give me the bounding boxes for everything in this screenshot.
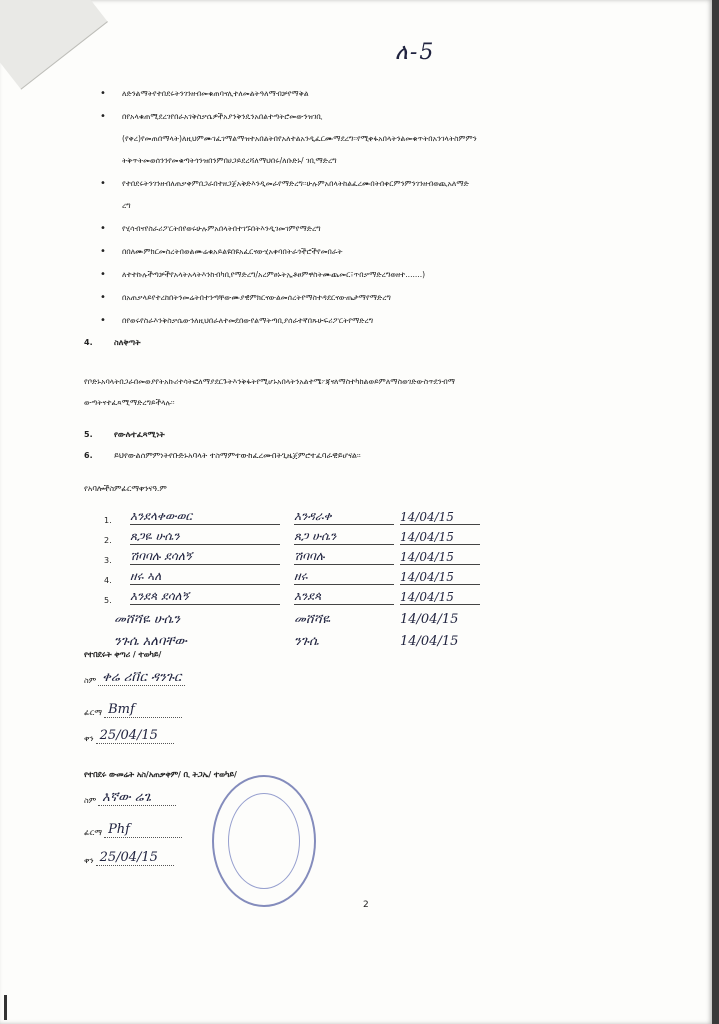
bullet-item: • የተበደሩትንገንዘብለጠቃቀምበጋራበተዘጋጀአቅድእንዲመራየማድረግ፡፡ሁሉምአበላትከልፈረሙበትበቀርምንምንገንዘብወጪአለማድ ረግ (100, 178, 469, 210)
bullet-item: • ለተተኩሉችጣቻችየአላትአላትእንከብካቢየማድረግ/አረምፀኑትኢቶፀምዋስትሙጨመር፣ጥበቃማድረግወዘተ.......) (100, 269, 426, 280)
bullet-item: • የሂሳብናየስራሪፖርትበየወሩሁሉምአበላትበተገኙበትእንዲገመገምየማድረግ (100, 223, 321, 234)
section-6-heading: 6. ይህየውልሰምምነትየቡድኑአባላት ተስማምተውከፈረሙበትጊዜጀምሮተፈባራዊይሆናል፡፡ (84, 451, 361, 460)
receiver-1-heading: የተበደሩት ቀጣሪ / ተወካይ/ (84, 650, 162, 659)
member-row-extra: መሸሻዬ ሁሴን መሸሻዬ 14/04/15 (114, 612, 459, 627)
section-4-heading: 4. ስለቅጣት (84, 338, 141, 347)
bullet-item: • በየወሩየስራእንቅስቃሴውንለዚህበራለተመደበውየልማትጣቢያሰራተኛበጹሁፍሪፖርትየማድረግ (100, 315, 374, 326)
member-row: 5. እንደጳ ደሳለኝ እንደጳ 14/04/15 (104, 585, 524, 605)
handwritten-page-reference: ለ-5 (395, 40, 436, 65)
edge-mark (4, 995, 7, 1020)
member-row: 3. ሽባባሉ ደሳለኝ ሽባባሉ 14/04/15 (104, 545, 524, 565)
folded-corner (0, 0, 108, 90)
page-number: 2 (363, 900, 369, 910)
member-row: 1. እንደላቀውወር እንዳራቀ 14/04/15 (104, 505, 524, 525)
receiver-2-heading: የተበደሩ ውመሬት አስ/አጠቃቀም/ ቢ ትጋኤ/ ተወካይ/ (84, 770, 237, 779)
bullet-item: • ለድንልማትየተበደሩትንገንዘብመቁጠባናሊተለመልትዓለማብቻየማቅል (100, 88, 309, 99)
section-5-heading: 5. የውሉተፈጻሚነት (84, 430, 165, 439)
receiver-1-sign-field: ፊርማ Bmf (84, 702, 182, 718)
receiver-2-sign-field: ፊርማ Phf (84, 822, 182, 838)
responsibility-bullet-list (100, 88, 660, 338)
receiver-1-date-field: ቀን 25/04/15 (84, 728, 174, 744)
bullet-item: • በአጠቃላይየተረከበትንመሬትበተንጣቸውሙያዊምክርናውልመሰረትየማስተዳደርናውጤታማየማድረግ (100, 292, 391, 303)
section-4-body: የቦድኑአባላትበጋራበመወያየትአኩሪተሳትፎለማያደርጉትእንቅፋትየሚሆኑአበላትንአልተሜ፦ጃናለማስተካከልወይምለማስወገድውስጥደንብማ ውጣትናተፈጻሚማድረግይችላሉ፡፡ (84, 377, 456, 407)
receiver-2-date-field: ቀን 25/04/15 (84, 850, 174, 866)
official-stamp (212, 775, 316, 907)
members-heading: የአባሎችስምፊርማቀንናዓ.ም (84, 484, 167, 493)
bullet-item: • በየአላቁጠሚደረገየበራአገቅስቃሴዎችአያንቅንዴንአበልተጣትሮመውንዝገቢ (የቀረ)የመጠበማላት)ለዚህምሙገፈገማልማዝተአበልትበየአለተልአንዲፈርሙማደረግ፡፡የሚቀፋአበላትንልመቁጥትበአንገላትስምምን ትቅጥትመወሰንንየመቁጣትጎንዝበንምበሀጋይደረሻለማህበሩ/ለቡድኑ/ ገቢማድረግ (100, 111, 477, 165)
member-row: 4. ዘሩ ኣለ ዘሩ 14/04/15 (104, 565, 524, 585)
bullet-item: • በበለሙምክርመስረትበወልሙሬቁአይልዩበዩአፈርናውሂአቀባበትራጎችሮችየመበራት (100, 246, 343, 257)
member-row: 2. ጸጋዬ ሁሴን ጸጋ ሁሴን 14/04/15 (104, 525, 524, 545)
receiver-2-name-field: ስም እኛው ሬጌ (84, 790, 176, 806)
member-row-extra: ንጉሴ አለባቸው ንጉሴ 14/04/15 (114, 634, 459, 649)
receiver-1-name-field: ስም ቀሬ ሪቨር ዳንጉር (84, 670, 185, 686)
member-signature-list (104, 505, 524, 649)
